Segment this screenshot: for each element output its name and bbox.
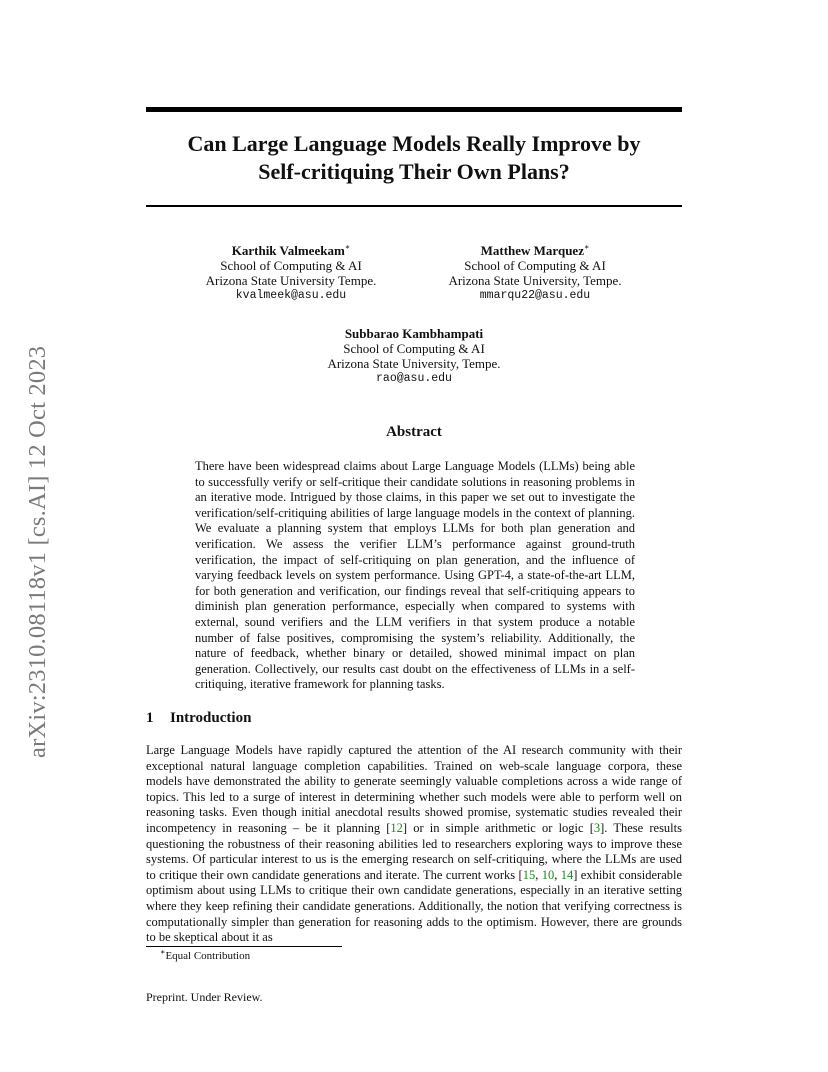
citation-link[interactable]: 3 — [593, 820, 601, 835]
intro-text: , — [535, 867, 542, 882]
author-email[interactable]: mmarqu22@asu.edu — [479, 289, 591, 302]
footnote — [160, 947, 251, 962]
author-affiliation: School of Computing & AI — [343, 341, 485, 356]
intro-text: ] or in simple arithmetic or logic [ — [402, 820, 594, 835]
citation-link[interactable]: 12 — [390, 820, 403, 835]
arxiv-identifier: arXiv:2310.08118v1 [cs.AI] 12 Oct 2023 — [24, 345, 51, 758]
equal-contribution-marker: ∗ — [344, 242, 351, 252]
author-block-2 — [430, 243, 640, 303]
footnote-text: Equal Contribution — [165, 950, 251, 962]
preprint-footer: Preprint. Under Review. — [146, 990, 263, 1004]
title-rule-top — [146, 107, 682, 112]
intro-text: ] exhibit considerable optimism about using LLMs to critique their own candidate generations, especially in an iterative setting where they keep refining their candidate generations. Additionally, the notion that verifying correctness is computationally simpler than generation for reasoning adds to the optimism. However, there are grounds to be skeptical about it as — [146, 867, 683, 945]
author-affiliation: School of Computing & AI — [220, 258, 362, 273]
intro-text: Large Language Models have rapidly captured the attention of the AI research community with their exceptional natural language completion capabilities. Trained on web-scale language corpora, these models have demonstrated the ability to generate seemingly valuable completions across a wide range of topics. This led to a surge of interest in determining whether such models were able to perform well on reasoning tasks. Even though initial anecdotal results showed promise, systematic studies revealed their incompetency in reasoning – be it planning [ — [146, 743, 682, 835]
author-university: Arizona State University Tempe. — [205, 273, 377, 288]
title-rule-bottom — [146, 205, 682, 207]
author-university: Arizona State University, Tempe. — [327, 356, 501, 371]
author-block-1 — [190, 243, 392, 303]
author-block-3 — [304, 326, 524, 386]
author-name: Subbarao Kambhampati — [344, 326, 484, 341]
section-heading — [146, 710, 251, 727]
footnote-rule — [146, 946, 342, 947]
intro-text: , — [554, 867, 561, 882]
introduction-paragraph — [146, 743, 682, 946]
author-email[interactable]: rao@asu.edu — [376, 372, 452, 385]
author-name: Matthew Marquez — [480, 243, 584, 258]
equal-contribution-marker: ∗ — [583, 242, 590, 252]
title-line-1: Can Large Language Models Really Improve by — [187, 131, 641, 156]
title-line-2: Self-critiquing Their Own Plans? — [258, 159, 570, 184]
citation-link[interactable]: 14 — [560, 867, 574, 882]
abstract-heading: Abstract — [386, 424, 442, 440]
citation-link[interactable]: 10 — [541, 867, 555, 882]
section-number: 1 — [146, 710, 154, 726]
abstract-body: There have been widespread claims about Large Language Models (LLMs) being able to successfully verify or self-critique their candidate solutions in reasoning problems in an iterative mode. Intrigued by those claims, in this paper we set out to investigate the verification/self-critiquing abilities of large language models in the context of planning. We evaluate a planning system that employs LLMs for both plan generation and verification. We assess the verifier LLM’s performance against ground-truth verification, the impact of self-critiquing on plan generation, and the influence of varying feedback levels on system performance. Using GPT-4, a state-of-the-art LLM, for both generation and verification, our findings reveal that self-critiquing appears to diminish plan generation performance, especially when compared to systems with external, sound verifiers and the LLM verifiers in that system produce a notable number of false positives, compromising the system’s reliability. Additionally, the nature of feedback, whether binary or detailed, showed minimal impact on plan generation. Collectively, our results cast doubt on the effectiveness of LLMs in a self-critiquing, iterative framework for planning tasks. — [195, 459, 635, 692]
section-title: Introduction — [170, 710, 252, 726]
author-name: Karthik Valmeekam — [231, 243, 345, 258]
paper-title — [146, 130, 682, 186]
citation-link[interactable]: 15 — [522, 867, 536, 882]
author-email[interactable]: kvalmeek@asu.edu — [235, 289, 347, 302]
author-university: Arizona State University, Tempe. — [448, 273, 622, 288]
intro-text: ]. These results questioning the robustness of their reasoning abilities led to researchers exploring ways to improve these systems. Of particular interest to us is the emerging research on self-critiquing, where the LLMs are used to critique their own candidate generations and iterate. The current works [ — [146, 820, 682, 882]
footnote-marker: ∗ — [160, 947, 166, 957]
author-affiliation: School of Computing & AI — [464, 258, 606, 273]
